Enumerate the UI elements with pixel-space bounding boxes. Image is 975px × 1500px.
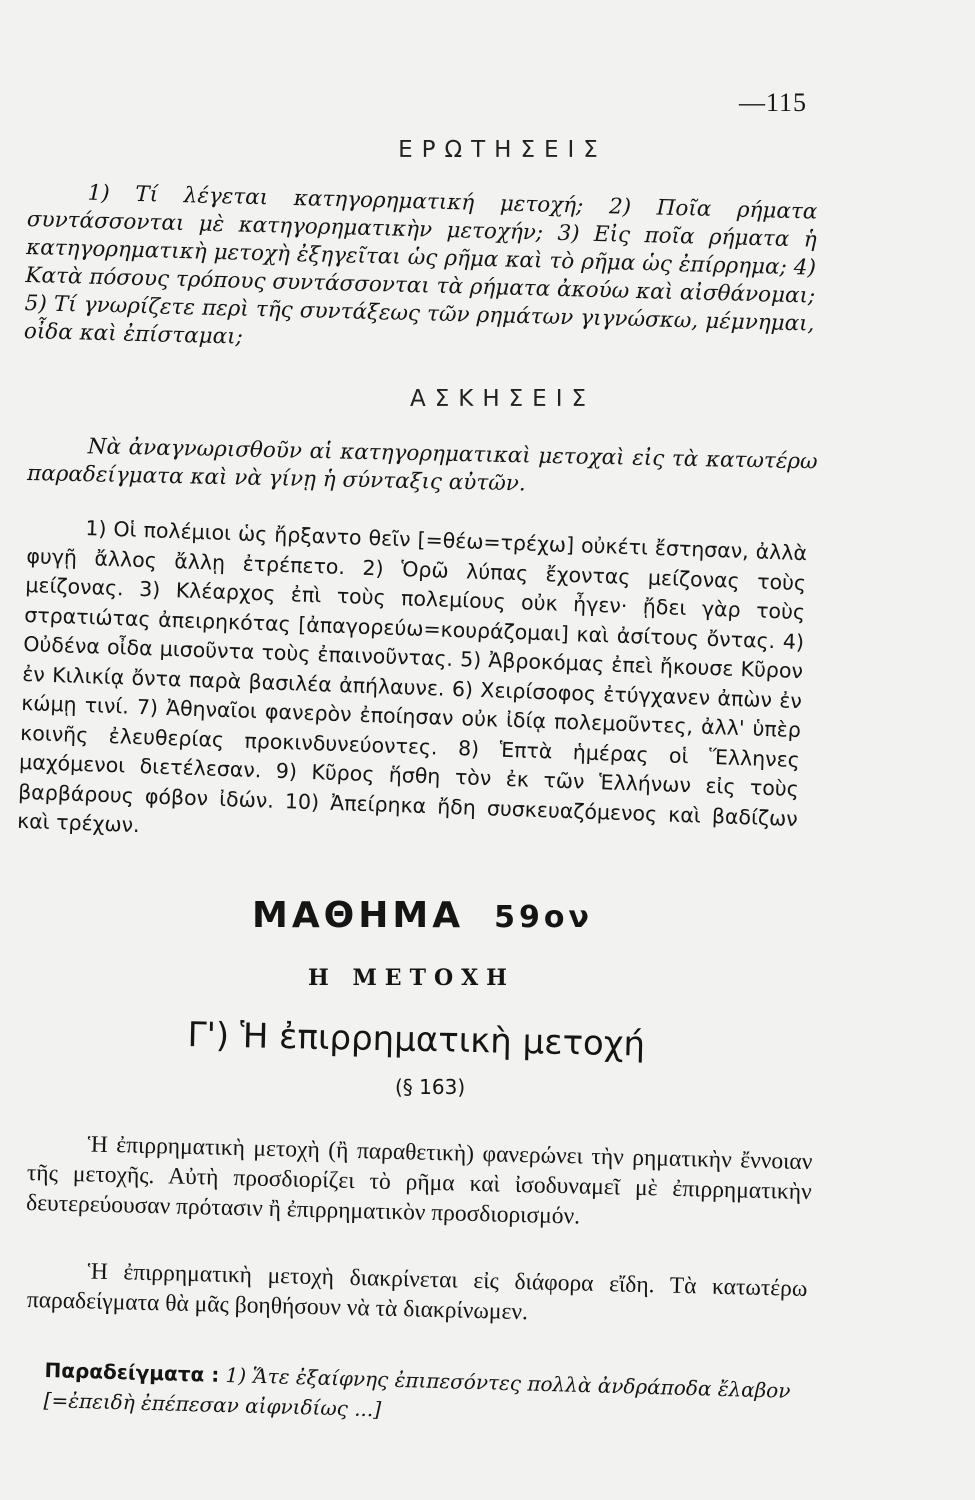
section-reference: (§ 163) (395, 1075, 466, 1099)
questions-text: 1) Τί λέγεται κατηγορηματική μετοχή; 2) Ποῖα ρήματα συντάσσονται μὲ κατηγορηματικὴν μετοχήν; 3) Εἰς ποῖα ρήματα ἡ κατηγορηματικὴ μετοχὴ ἐξηγεῖται ὡς ρῆμα καὶ τὸ ρῆμα ὡς ἐπίρρημα; 4) Κατὰ πόσους τρόπους συντάσσονται τὰ ρήματα ἀκούω καὶ αἰσθάνομαι; 5) Τί γνωρίζετε περὶ τῆς συντάξεως τῶν ρημάτων γιγνώσκω, μέμνημαι, οἶδα καὶ ἐπίσταμαι; (23, 180, 818, 350)
exercises-heading: ΑΣΚΗΣΕΙΣ (409, 386, 596, 412)
page-number: —115 (738, 88, 807, 117)
exercises-examples: 1) Οἱ πολέμιοι ὡς ἤρξαντο θεῖν [=θέω=τρέχω] οὐκέτι ἔστησαν, ἀλλὰ φυγῇ ἄλλος ἄλλῃ ἐτρέπετο. 2) Ὁρῶ λύπας ἔχοντας μείζονας τοὺς μείζονας. 3) Κλέαρχος ἐπὶ τοὺς πολεμίους οὐκ ἦγεν· ᾔδει γὰρ τοὺς στρατιώτας ἀπειρηκότας [ἀπαγορεύω=κουράζομαι] καὶ ἀσίτους ὄντας. 4) Οὐδένα οἶδα μισοῦντα τοὺς ἐπαινοῦντας. 5) Ἀβροκόμας ἐπεὶ ἤκουσε Κῦρον ἐν Κιλικίᾳ ὄντα παρὰ βασιλέα ἀπήλαυνε. 6) Χειρίσοφος ἐτύγχανεν ἀπὼν ἐν κώμῃ τινί. 7) Ἀθηναῖοι φανερὸν ἐποίησαν οὐκ ἰδίᾳ πολεμοῦντες, ἀλλ' ὑπὲρ κοινῆς ἐλευθερίας προκινδυνεύοντες. 8) Ἑπτὰ ἡμέρας οἱ Ἕλληνες μαχόμενοι διετέλεσαν. 9) Κῦρος ἥσθη τὸν ἐκ τῶν Ἑλλήνων εἰς τοὺς βαρβάρους φόβον ἰδών. 10) Ἀπείρηκα ἤδη συσκευαζόμενος καὶ βαδίζων καὶ τρέχων. (16, 516, 808, 838)
lesson-title (252, 895, 593, 936)
example-text: 1) Ἅτε ἐξαίφνης ἐπιπεσόντες πολλὰ ἀνδράποδα ἔλαβον [=ἐπειδὴ ἐπέπεσαν αἰφνιδίως ...] (43, 1363, 791, 1422)
lesson-number: 59ον (494, 900, 593, 935)
lesson-subtitle: Η ΜΕΤΟΧΗ (308, 965, 515, 991)
example-label: Παραδείγματα : (44, 1357, 220, 1387)
lesson-paragraph-1: Ἡ ἐπιρρηματικὴ μετοχὴ (ἢ παραθετικὴ) φανερώνει τὴν ρηματικὴν ἔννοιαν τῆς μετοχῆς. Αὐτὴ προσδιορίζει τὸ ρῆμα καὶ ἰσοδυναμεῖ μὲ ἐπιρρηματικὴν δευτερεύουσαν πρότασιν ἢ ἐπιρρηματικὸν προσδιορισμόν. (25, 1131, 813, 1230)
exercises-intro: Νὰ ἀναγνωρισθοῦν αἱ κατηγορηματικαὶ μετοχαὶ εἰς τὰ κατωτέρω παραδείγματα καὶ νὰ γίνῃ ἡ σύνταξις αὐτῶν. (26, 434, 818, 497)
example-block (43, 1355, 824, 1437)
lesson-title-word: ΜΑΘΗΜΑ (252, 895, 465, 936)
section-title: Γ') Ἡ ἐπιρρηματικὴ μετοχή (187, 1015, 646, 1065)
lesson-paragraph-2: Ἡ ἐπιρρηματικὴ μετοχὴ διακρίνεται εἰς διάφορα εἴδη. Τὰ κατωτέρω παραδείγματα θὰ μᾶς βοηθήσουν νὰ τὰ διακρίνωμεν. (26, 1258, 808, 1326)
questions-heading: ΕΡΩΤΗΣΕΙΣ (398, 137, 607, 163)
